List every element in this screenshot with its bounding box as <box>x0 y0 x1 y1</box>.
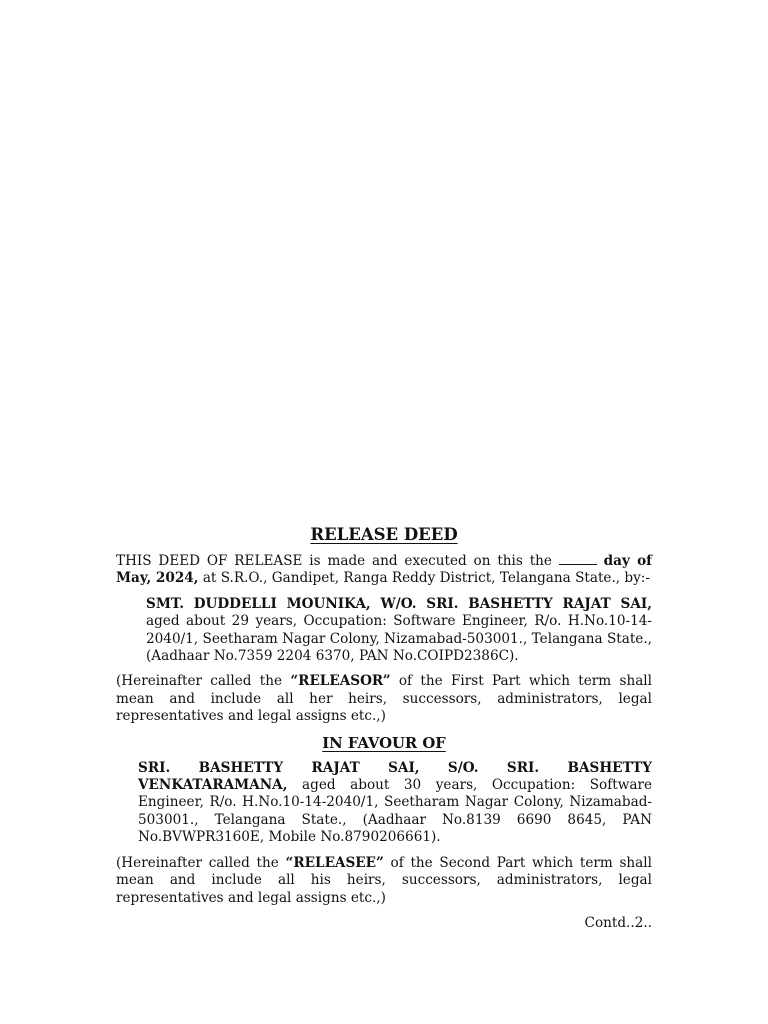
document-title: RELEASE DEED <box>310 525 458 544</box>
releasee-term: “RELEASEE” <box>285 854 384 871</box>
in-favour-of-heading: IN FAVOUR OF <box>322 734 446 752</box>
intro-lead: THIS DEED OF RELEASE is made and executed on this the <box>116 553 552 569</box>
releasor-clause-lead: (Hereinafter called the <box>116 673 283 690</box>
releasee-clause-rest: of the Second Part which term shall mean and include all his heirs, successors, administrators, legal representatives and legal assigns etc.,) <box>116 854 652 906</box>
releasor-name: SMT. DUDDELLI MOUNIKA, W/O. SRI. BASHETTY RAJAT SAI, <box>146 595 652 612</box>
releasor-clause-rest: of the First Part which term shall mean and include all her heirs, successors, administrators, legal representatives and legal assigns etc.,) <box>116 673 652 725</box>
releasee-clause-lead: (Hereinafter called the <box>116 854 279 871</box>
releasee-paragraph <box>116 760 652 847</box>
intro-paragraph <box>116 552 652 588</box>
releasor-paragraph <box>124 596 652 666</box>
releasee-name: SRI. BASHETTY RAJAT SAI, S/O. SRI. BASHETTY VENKATARAMANA, <box>138 759 652 794</box>
date-blank-line <box>559 552 597 565</box>
releasee-details: aged about 30 years, Occupation: Software Engineer, R/o. H.No.10-14-2040/1, Seetharam Nagar Colony, Nizamabad-503001., Telangana State., (Aadhaar No.8139 6690 8645, PAN No.BVWPR3160E, Mobile No.8790206661). <box>138 777 653 846</box>
continued-marker: Contd..2.. <box>584 914 652 931</box>
release-deed-page <box>116 524 652 932</box>
releasor-clause <box>116 673 652 725</box>
releasor-details: aged about 29 years, Occupation: Software Engineer, R/o. H.No.10-14-2040/1, Seetharam Nagar Colony, Nizamabad-503001., Telangana State., (Aadhaar No.7359 2204 6370, PAN No.COIPD2386C). <box>146 613 652 665</box>
intro-rest: at S.R.O., Gandipet, Ranga Reddy District, Telangana State., by:- <box>202 570 650 587</box>
intro-date: day of May, 2024, <box>116 553 652 587</box>
releasor-term: “RELEASOR” <box>290 673 391 690</box>
releasee-clause <box>116 855 652 907</box>
